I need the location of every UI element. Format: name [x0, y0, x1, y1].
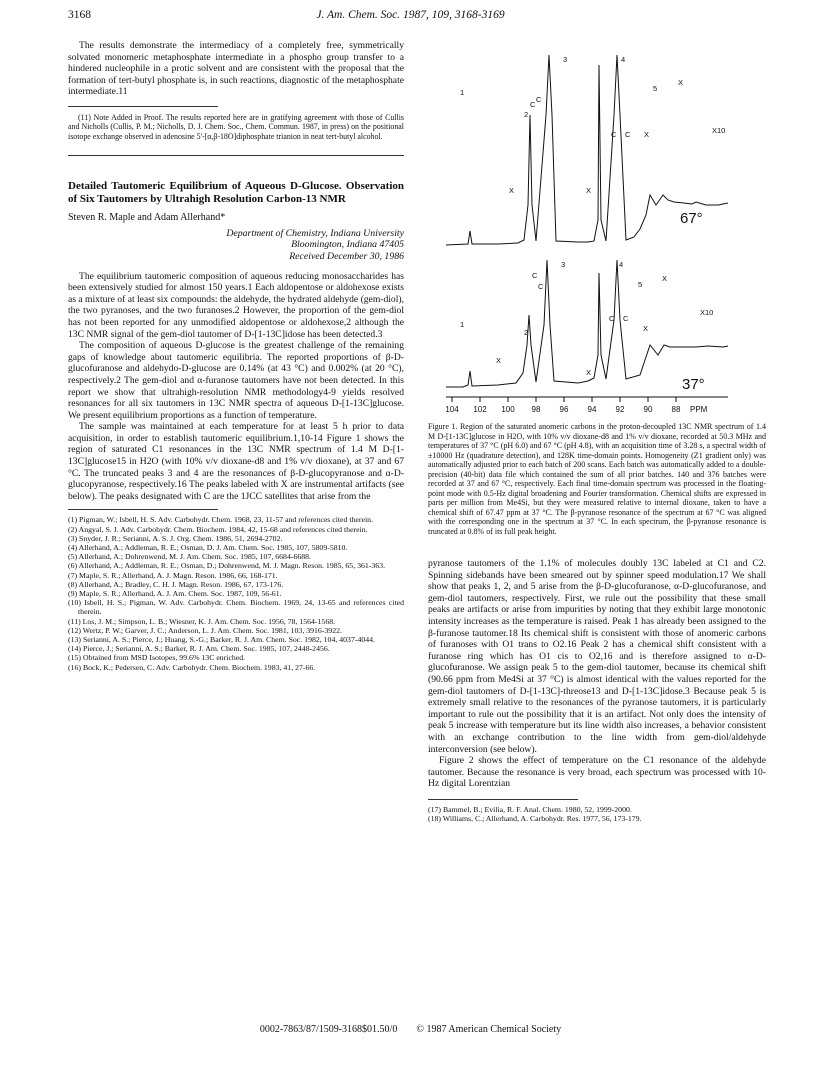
reference-item: (5) Allerhand, A.; Dohrenwend, M. J. Am. Chem. Soc. 1985, 107, 6684-6688. — [68, 552, 311, 562]
page-footer — [0, 1024, 821, 1035]
reference-item: (11) Los, J. M.; Simpson, L. B.; Wiesner, K. J. Am. Chem. Soc. 1956, 78, 1564-1568. — [68, 616, 336, 626]
article-title: Detailed Tautomeric Equilibrium of Aqueous D-Glucose. Observation of Six Tautomers by Ultrahigh Resolution Carbon-13 NMR — [68, 180, 404, 206]
reference-item: (15) Obtained from MSD Isotopes, 99.6% 13C enriched. — [68, 653, 246, 663]
footnote-rule — [68, 106, 218, 107]
peak-label-x: X — [643, 324, 649, 333]
spectrum-temperature-37: 37° — [682, 376, 705, 393]
scale-label: X10 — [700, 308, 714, 317]
peak-label-c: C — [538, 282, 544, 291]
body-paragraph: The equilibrium tautomeric composition of aqueous reducing monosaccharides has been extensively studied for almost 150 years.1 Each aldopentose or aldohexose exists as a mixture of at least six compounds: the aldehyde, the hydrated aldehyde (gem-diol), the two pyranoses, and the two furanoses.2 However, the proportion of the gem-diol has not been reported for any unmodified aldopentose or aldohexose,2 although the 13C NMR signal of the gem-diol tautomer of D-[1-13C]idose has been detected.3 — [68, 270, 404, 340]
figure-caption: Figure 1. Region of the saturated anomeric carbons in the proton-decoupled 13C NMR spectrum of 1.4 M D-[1-13C]glucose in H2O, with 10% v/v dioxane-d8 and 1% v/v dioxane, recorded at 50.3 MHz and temperatures of 37 °C (pH 6.0) and 67 °C (pH 4.8), with an acquisition time of 3.28 s, a spectral width of ±10000 Hz (quadrature detection), and 128K time-domain points. Homogeneity (Z1 gradient only) was automatically adjusted prior to each batch of 200 scans. Each batch was automatically added to a double-precision (40-bit) data file which contained the sum of all prior batches. 140 and 376 batches were recorded at 37 and 67 °C, respectively. Each final time-domain spectrum was processed in the floating-point mode with 0.5-Hz digital broadening and Fourier transformation. Chemical shifts are expressed in parts per million from Me4Si, but they were measured relative to internal dioxane, taken to have a chemical shift of 67.47 ppm at 37 °C. The β-pyranose resonance of the spectrum at 67 °C was aligned with the corresponding one in the spectrum at 37 °C. In each spectrum, the β-pyranose resonance is truncated at 0.8% of its full peak height. — [428, 422, 766, 536]
article-affiliation: Department of Chemistry, Indiana University Bloomington, Indiana 47405 Received December 30, 1986 — [226, 227, 404, 262]
right-references — [428, 805, 766, 823]
right-column — [428, 422, 766, 823]
left-references — [68, 515, 404, 671]
peak-label-x: X — [644, 130, 650, 139]
reference-item: (18) Williams, C.; Allerhand, A. Carbohydr. Res. 1977, 56, 173-179. — [428, 814, 642, 824]
body-paragraph: pyranose tautomers of the 1.1% of molecules doubly 13C labeled at C1 and C2. Spinning sidebands have been smeared out by spinner speed modulation.17 We shall show that peaks 1, 2, and 5 arise from the β-D-glucofuranose, α-D-glucofuranose, and gem-diol tautomers, respectively. First, we rule out the possibility that these small peaks are artifacts or arise from impurities by noting that they exhibit large monotonic intensity increases as the temperature is raised. Peak 1 has already been assigned to the β-furanose tautomer.18 Its chemical shift is consistent with those of anomeric carbons of furanoses with O1 trans to O2.16 Peak 2 has a chemical shift consistent with a furanose ring which has O1 cis to O2,16 and is therefore assigned to α-D-glucofuranose. We assign peak 5 to the gem-diol tautomer, because its chemical shift (90.66 ppm from Me4Si at 37 °C) is almost identical with the values reported for the gem-diol tautomers of D-[1-13C]-threose13 and D-[1-13C]idose.3 Because peak 5 is extremely small relative to the resonances of the pyranose tautomers, it is particularly important to rule out the possibility that it is an artifact. Not only does the intensity of peak 5 increase with temperature but its line width also increases, a behavior consistent with an exchange contribution to the line width from gem-diol/aldehyde interconversion (see below). — [428, 558, 766, 755]
left-column — [68, 40, 404, 672]
peak-label-x: X — [662, 274, 668, 283]
article-code: 0002-7863/87/1509-3168$01.50/0 — [259, 1024, 398, 1035]
reference-item: (3) Snyder, J. R.; Serianni, A. S. J. Org. Chem. 1986, 51, 2694-2702. — [68, 533, 283, 543]
figure-1-spectra — [428, 45, 773, 420]
reference-item: (13) Serianni, A. S.; Pierce, J.; Huang, S.-G.; Barker, R. J. Am. Chem. Soc. 1982, 104, 4037-4044. — [68, 635, 375, 645]
body-paragraph: The composition of aqueous D-glucose is the greatest challenge of the remaining gaps of knowledge about tautomeric equilibria. The reported proportions of β-D-glucofuranose and aldehydo-D-glucose are 0.14% (at 43 °C) and 0.002% (at 20 °C), respectively.2 The gem-diol and α-furanose tautomers have not been detected. In this report we show that ultrahigh-resolution NMR methodology4-9 yields resolved resonances for all six tautomers in 13C NMR spectra of aqueous D-[1-13C]glucose. We present equilibrium proportions as a function of temperature. — [68, 340, 404, 421]
reference-item: (16) Bock, K.; Pedersen, C. Adv. Carbohydr. Chem. Biochem. 1983, 41, 27-66. — [68, 662, 316, 672]
peak-label-c: C — [530, 100, 536, 109]
spectrum-temperature-67: 67° — [680, 210, 703, 227]
reference-item: (7) Maple, S. R.; Allerhand, A. J. Magn. Reson. 1986, 66, 168-171. — [68, 570, 278, 580]
axis-tick-label: 104 — [445, 405, 459, 414]
peak-label-c: C — [532, 271, 538, 280]
peak-label-3: 3 — [561, 260, 566, 269]
peak-label-1: 1 — [460, 88, 465, 97]
reference-item: (2) Angyal, S. J. Adv. Carbohydr. Chem. Biochem. 1984, 42, 15-68 and references cited therein. — [68, 524, 368, 534]
axis-tick-label: 92 — [615, 405, 625, 414]
peak-label-5: 5 — [653, 84, 658, 93]
peak-label-x: X — [496, 356, 502, 365]
peak-label-c: C — [536, 95, 542, 104]
page-number: 3168 — [68, 9, 91, 21]
axis-tick-label: 102 — [473, 405, 487, 414]
peak-label-x: X — [586, 186, 592, 195]
reference-item: (4) Allerhand, A.; Addleman, R. E.; Osman, D. J. Am. Chem. Soc. 1985, 107, 5809-5810. — [68, 543, 348, 553]
references-rule — [68, 509, 218, 510]
peak-label-5: 5 — [638, 280, 643, 289]
axis-tick-label: 94 — [587, 405, 597, 414]
peak-label-x: X — [678, 78, 684, 87]
reference-item: (12) Wertz, P. W.; Garver, J. C.; Anderson, L. J. Am. Chem. Soc. 1981, 103, 3916-3922. — [68, 625, 342, 635]
article-authors: Steven R. Maple and Adam Allerhand* — [68, 212, 226, 224]
scale-label: X10 — [712, 126, 726, 135]
references-rule — [428, 799, 578, 800]
prev-article-paragraph: The results demonstrate the intermediacy of a completely free, symmetrically solvated monomeric metaphosphate intermediate in a phospho group transfer to a hindered nucleophile in a protic solvent and are consistent with the proposal that the formation of tert-butyl phosphate is, in such reactions, diagnostic of the metaphosphate intermediate.11 — [68, 40, 404, 98]
running-header: J. Am. Chem. Soc. 1987, 109, 3168-3169 — [316, 9, 505, 21]
peak-label-c: C — [625, 130, 631, 139]
reference-item: (10) Isbell, H. S.; Pigman, W. Adv. Carbohydr. Chem. Biochem. 1969, 24, 13-65 and references cited therein. — [68, 598, 404, 617]
axis-tick-label: 90 — [643, 405, 653, 414]
reference-item: (1) Pigman, W.; Isbell, H. S. Adv. Carbohydr. Chem. 1968, 23, 11-57 and references cited therein. — [68, 515, 373, 525]
peak-label-2: 2 — [524, 110, 529, 119]
peak-label-c: C — [623, 314, 629, 323]
peak-label-4: 4 — [621, 55, 626, 64]
peak-label-4: 4 — [619, 260, 624, 269]
peak-label-c: C — [609, 314, 615, 323]
peak-label-1: 1 — [460, 320, 465, 329]
copyright: © 1987 American Chemical Society — [416, 1024, 562, 1035]
article-separator — [68, 155, 404, 156]
axis-tick-label: 100 — [501, 405, 515, 414]
peak-label-3: 3 — [563, 55, 568, 64]
axis-unit: PPM — [690, 405, 708, 414]
axis-tick-label: 88 — [671, 405, 681, 414]
prev-article-note: (11) Note Added in Proof. The results reported here are in gratifying agreement with those of Cullis and Nicholls (Cullis, P. M.; Nicholls, D. J. Chem. Soc., Chem. Commun. 1987, in press) on the positional isotope exchange observed in adenosine 5'-[α,β-18O]diphosphate trianion in neat tert-butyl alcohol. — [68, 112, 404, 141]
reference-item: (8) Allerhand, A.; Bradley, C. H. J. Magn. Reson. 1986, 67, 173-176. — [68, 579, 284, 589]
axis-tick-label: 96 — [559, 405, 569, 414]
peak-label-c: C — [611, 130, 617, 139]
peak-label-x: X — [509, 186, 515, 195]
reference-item: (9) Maple, S. R.; Allerhand, A. J. Am. Chem. Soc. 1987, 109, 56-61. — [68, 589, 282, 599]
peak-label-x: X — [586, 368, 592, 377]
axis-tick-label: 98 — [531, 405, 541, 414]
body-paragraph: Figure 2 shows the effect of temperature on the C1 resonance of the aldehyde tautomer. Because the resonance is very broad, each spectrum was processed with 10-Hz digital Lorentzian — [428, 755, 766, 790]
reference-item: (14) Pierce, J.; Serianni, A. S.; Barker, R. J. Am. Chem. Soc. 1985, 107, 2448-2456. — [68, 644, 330, 654]
reference-item: (6) Allerhand, A.; Addleman, R. E.; Osman, D.; Dohrenwend, M. J. Magn. Reson. 1985, 65, 361-363. — [68, 561, 386, 571]
reference-item: (17) Bammel, B.; Evilia, R. F. Anal. Chem. 1980, 52, 1999-2000. — [428, 804, 632, 814]
peak-label-2: 2 — [524, 328, 529, 337]
body-paragraph: The sample was maintained at each temperature for at least 5 h prior to data acquisition, in order to establish tautomeric equilibrium.1,10-14 Figure 1 shows the region of saturated C1 resonances in the 13C NMR spectrum of 1.4 M D-[1-13C]glucose15 in H2O (with 10% v/v dioxane-d8 and 1% v/v dioxane), at 37 and 67 °C. The truncated peaks 3 and 4 are the resonances of β-D-glucopyranose and α-D-glucopyranose, respectively.16 The peaks labeled with X are instrumental artifacts (see below). The peaks designated with C are the 1JCC satellites that arise from the — [68, 421, 404, 502]
